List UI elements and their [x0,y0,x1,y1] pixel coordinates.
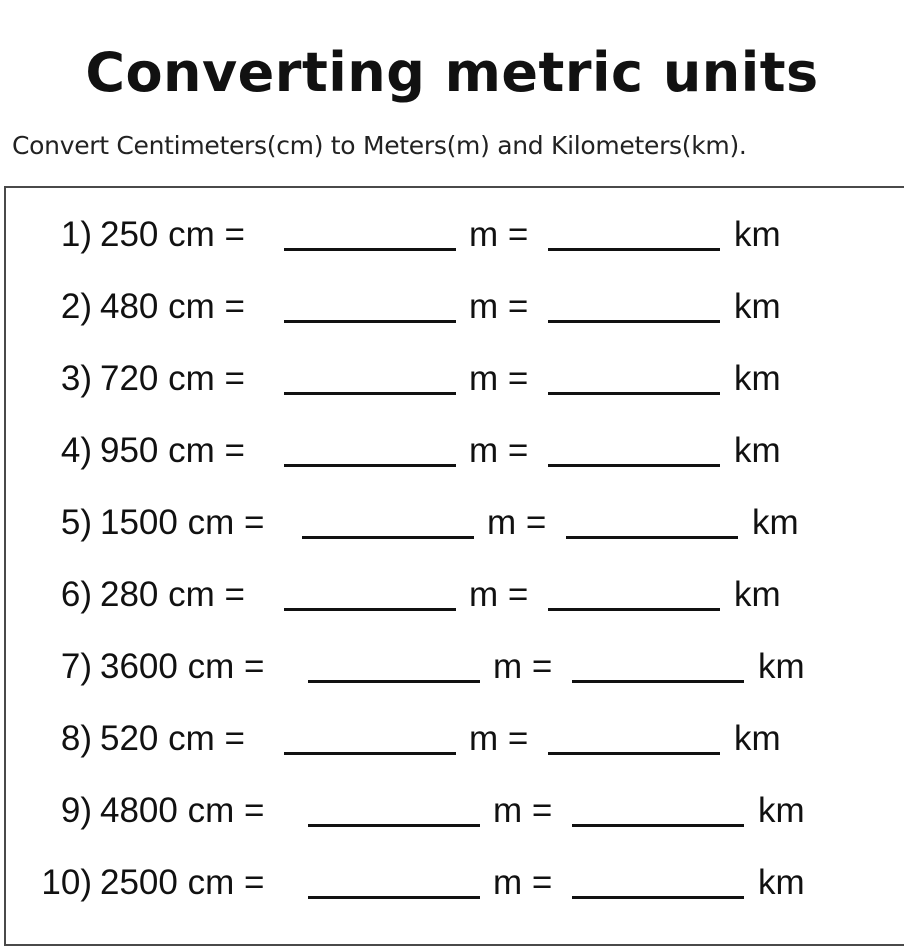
kilometers-answer-blank[interactable] [572,862,744,899]
kilometers-answer-blank[interactable] [548,214,720,251]
exercise-value: 2500 cm = [100,863,265,902]
meters-answer-blank[interactable] [302,502,474,539]
meters-unit: m = [493,791,553,830]
kilometers-answer-blank[interactable] [548,358,720,395]
kilometers-unit: km [734,359,781,398]
meters-unit: m = [469,575,529,614]
kilometers-answer-blank[interactable] [548,286,720,323]
meters-answer-blank[interactable] [284,358,456,395]
exercise-number: 1) [60,215,92,254]
kilometers-unit: km [734,575,781,614]
meters-answer-blank[interactable] [284,574,456,611]
exercise-value: 1500 cm = [100,503,265,542]
worksheet-instructions: Convert Centimeters(cm) to Meters(m) and Kilometers(km). [12,131,747,160]
kilometers-answer-blank[interactable] [548,718,720,755]
kilometers-unit: km [752,503,799,542]
exercise-value: 280 cm = [100,575,245,614]
meters-unit: m = [469,431,529,470]
kilometers-unit: km [734,215,781,254]
meters-unit: m = [469,719,529,758]
meters-unit: m = [493,647,553,686]
meters-answer-blank[interactable] [284,718,456,755]
meters-unit: m = [469,287,529,326]
exercise-number: 3) [60,359,92,398]
exercise-row-4 [0,416,904,488]
meters-unit: m = [487,503,547,542]
kilometers-unit: km [758,791,805,830]
kilometers-answer-blank[interactable] [548,574,720,611]
exercise-value: 950 cm = [100,431,245,470]
exercise-number: 2) [60,287,92,326]
exercise-row-8 [0,704,904,776]
exercise-number: 10) [41,863,92,902]
exercise-value: 250 cm = [100,215,245,254]
exercise-number: 9) [60,791,92,830]
kilometers-answer-blank[interactable] [566,502,738,539]
exercise-value: 3600 cm = [100,647,265,686]
exercise-row-5 [0,488,904,560]
worksheet-title: Converting metric units [85,41,819,104]
exercise-list [0,200,904,920]
meters-answer-blank[interactable] [284,286,456,323]
kilometers-answer-blank[interactable] [572,790,744,827]
exercise-value: 520 cm = [100,719,245,758]
exercise-row-3 [0,344,904,416]
exercise-number: 5) [60,503,92,542]
meters-unit: m = [493,863,553,902]
meters-unit: m = [469,215,529,254]
kilometers-unit: km [758,863,805,902]
meters-answer-blank[interactable] [308,790,480,827]
exercise-number: 4) [60,431,92,470]
exercise-value: 720 cm = [100,359,245,398]
meters-answer-blank[interactable] [308,862,480,899]
kilometers-unit: km [758,647,805,686]
exercise-row-10 [0,848,904,920]
exercise-row-9 [0,776,904,848]
exercise-value: 4800 cm = [100,791,265,830]
meters-unit: m = [469,359,529,398]
meters-answer-blank[interactable] [284,214,456,251]
exercise-row-7 [0,632,904,704]
exercise-value: 480 cm = [100,287,245,326]
exercise-row-6 [0,560,904,632]
kilometers-unit: km [734,287,781,326]
kilometers-unit: km [734,431,781,470]
exercise-number: 7) [60,647,92,686]
meters-answer-blank[interactable] [284,430,456,467]
kilometers-answer-blank[interactable] [548,430,720,467]
exercise-row-2 [0,272,904,344]
kilometers-answer-blank[interactable] [572,646,744,683]
exercise-number: 8) [60,719,92,758]
meters-answer-blank[interactable] [308,646,480,683]
exercise-row-1 [0,200,904,272]
kilometers-unit: km [734,719,781,758]
exercise-number: 6) [60,575,92,614]
